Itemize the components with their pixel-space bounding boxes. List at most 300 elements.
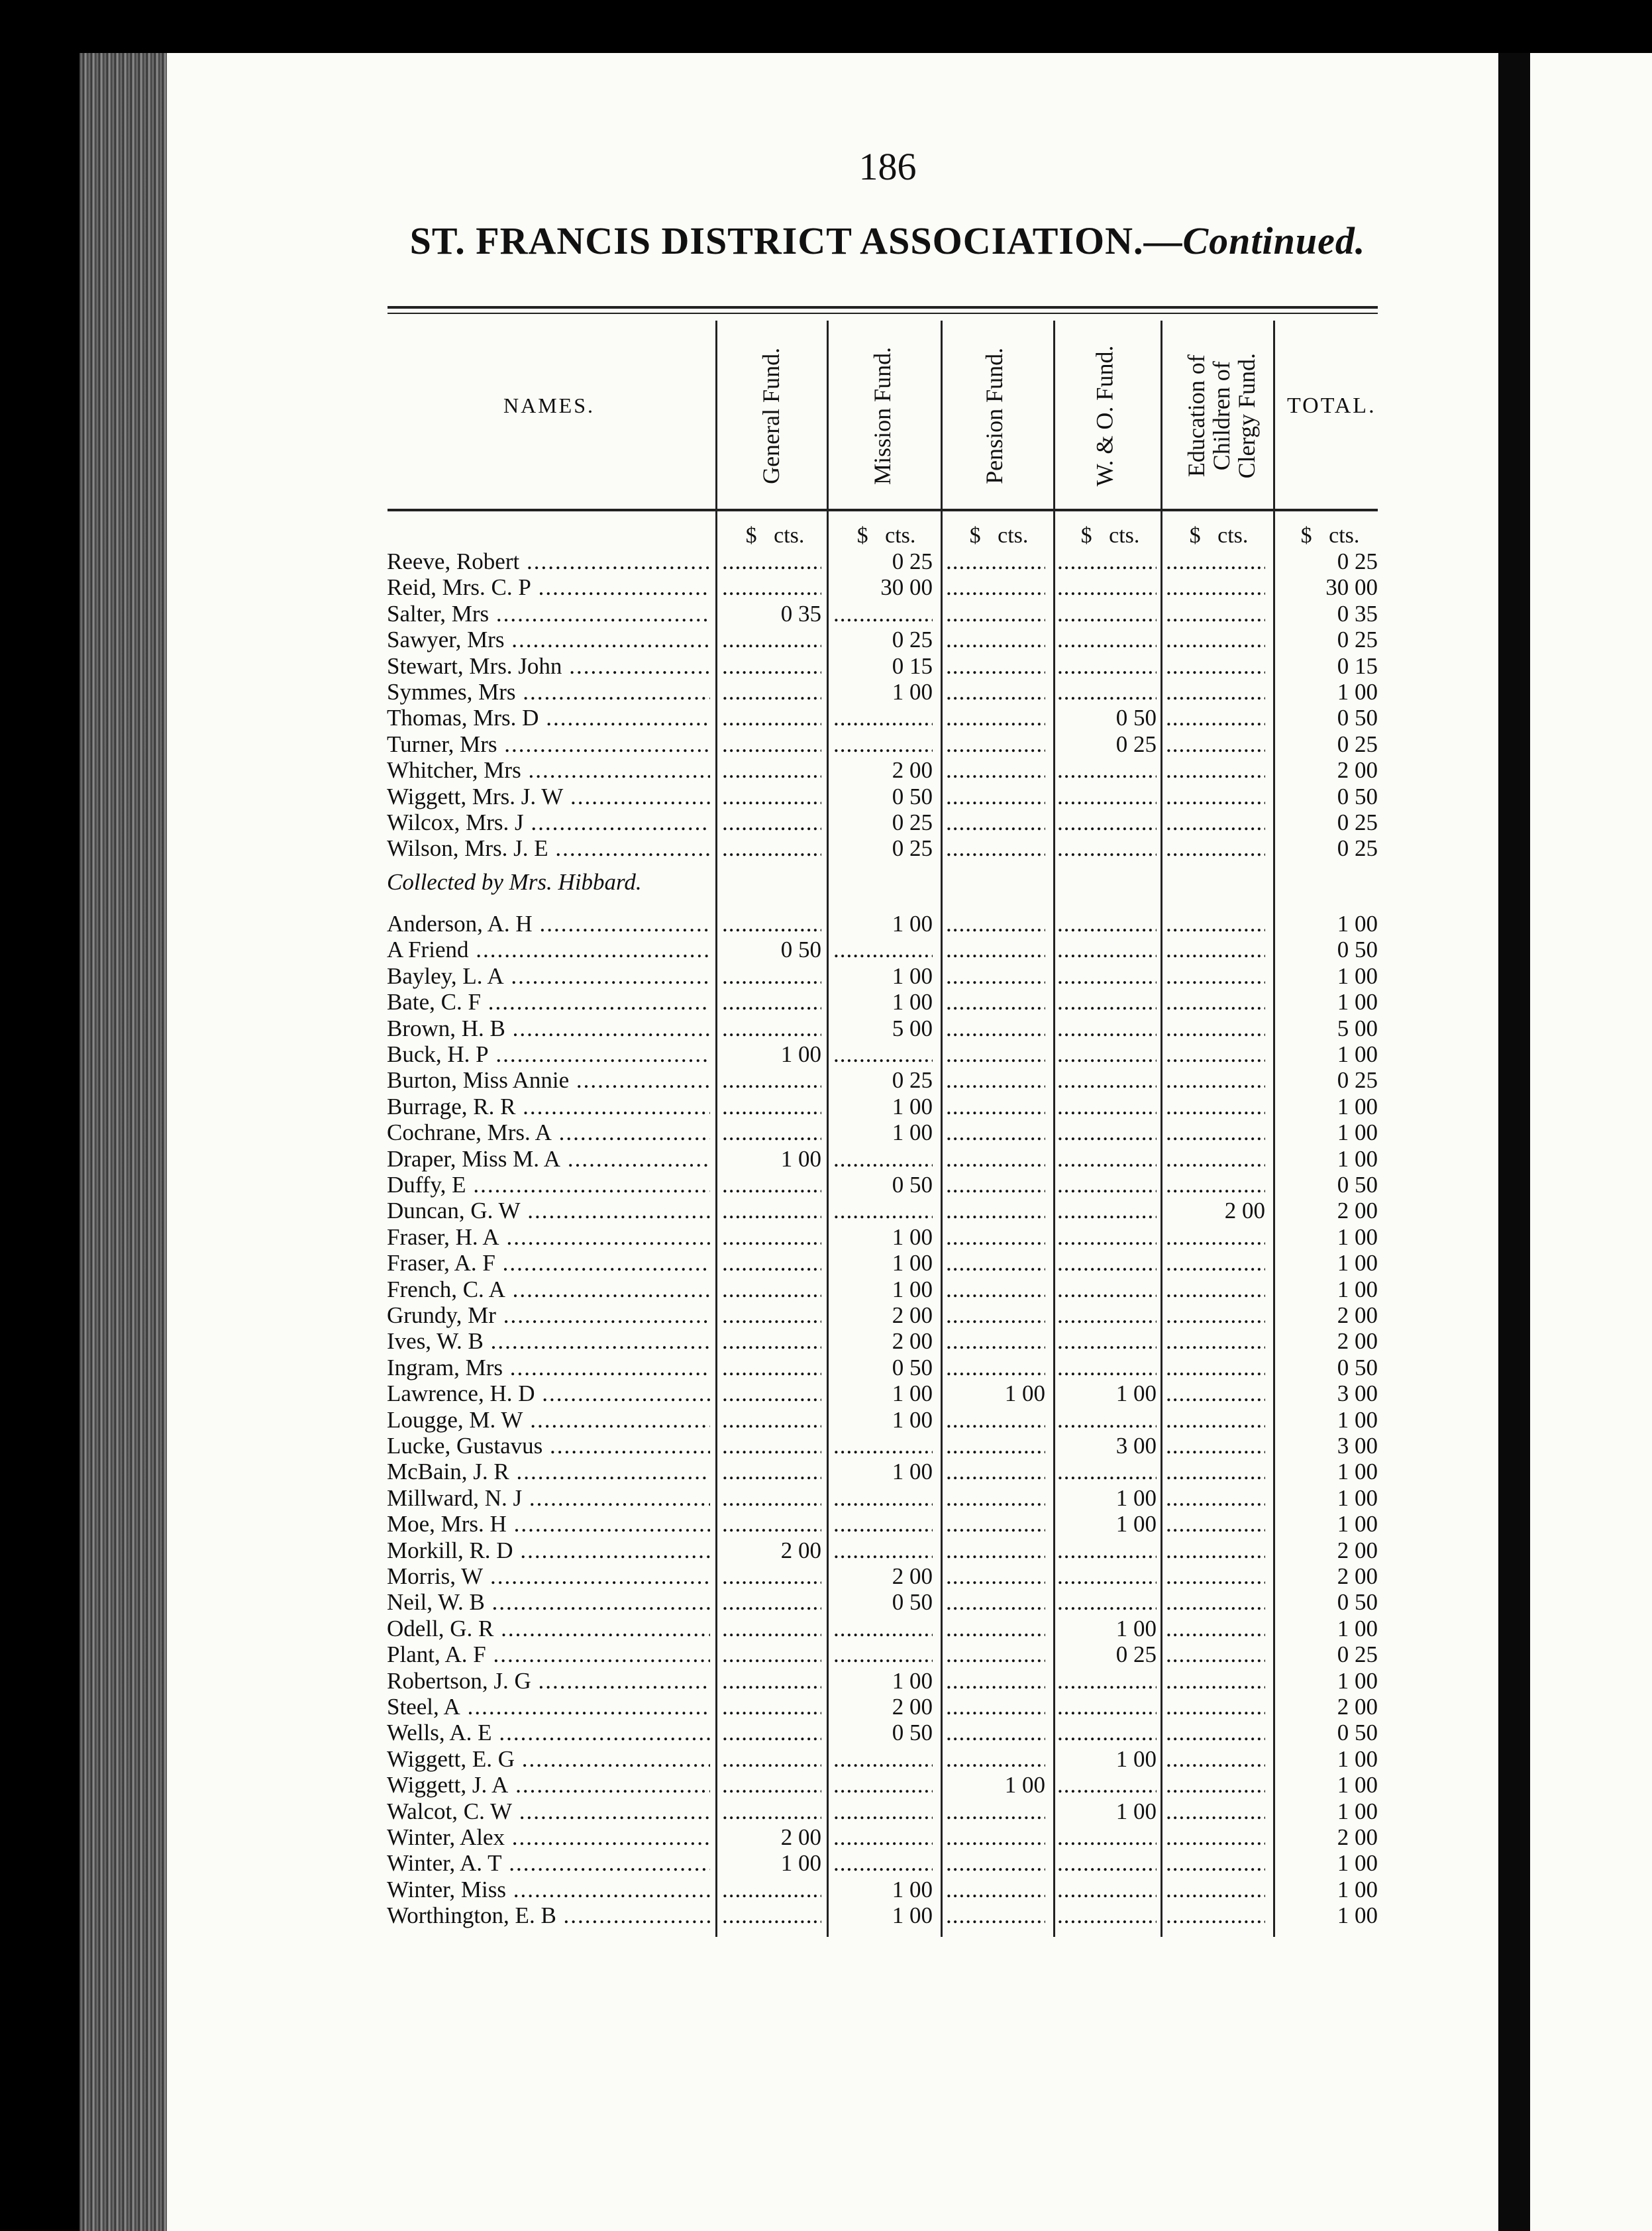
pension-amount (946, 1694, 1045, 1720)
table-row (0, 1668, 1391, 1694)
wo-amount (1057, 1902, 1157, 1929)
wo-amount (1057, 1772, 1157, 1798)
pension-amount (946, 679, 1045, 705)
total-amount: 2 00 (1337, 1694, 1378, 1720)
education-amount (1166, 1276, 1265, 1303)
mission-amount: 5 00 (892, 1015, 933, 1041)
general-amount (722, 1772, 821, 1798)
wo-amount (1057, 1094, 1157, 1120)
total-amount: 1 00 (1337, 1145, 1378, 1172)
pension-amount (946, 911, 1045, 937)
total-amount: 1 00 (1337, 1615, 1378, 1641)
wo-amount: 1 00 (1115, 1745, 1157, 1772)
mission-amount: 0 25 (892, 548, 933, 574)
general-amount (722, 1302, 821, 1329)
table-row (0, 1041, 1391, 1067)
contributor-name: Brown, H. B ..... (387, 1015, 710, 1042)
wo-amount: 0 25 (1115, 731, 1157, 757)
facing-page (1530, 53, 1652, 2231)
general-amount (722, 1459, 821, 1485)
wo-amount (1057, 963, 1157, 990)
unit-label-education: $ cts. (1189, 523, 1249, 548)
table-row (0, 1119, 1391, 1145)
general-amount: 2 00 (780, 1824, 821, 1850)
education-amount (1166, 963, 1265, 990)
table-row (0, 679, 1391, 705)
table-row (0, 1746, 1391, 1772)
wo-amount: 1 00 (1115, 1511, 1157, 1537)
education-amount (1166, 1355, 1265, 1381)
mission-amount: 30 00 (880, 574, 933, 601)
total-amount: 0 25 (1337, 731, 1378, 757)
wo-amount: 0 50 (1115, 705, 1157, 731)
total-amount: 2 00 (1337, 757, 1378, 784)
contributor-name: Anderson, A. H ..... (387, 911, 710, 937)
pension-amount (946, 1433, 1045, 1459)
mission-amount: 2 00 (892, 1563, 933, 1589)
table-row (0, 937, 1391, 962)
table-row (0, 1485, 1391, 1511)
mission-amount: 0 15 (892, 652, 933, 679)
education-amount (1166, 1041, 1265, 1068)
total-amount: 2 00 (1337, 1328, 1378, 1355)
wo-amount (1057, 1589, 1157, 1616)
general-amount (722, 1563, 821, 1590)
table-row (0, 548, 1391, 574)
contributor-name: Morris, W ..... (387, 1563, 710, 1590)
contributor-name: Winter, A. T ..... (387, 1850, 710, 1877)
education-amount (1166, 1250, 1265, 1276)
mission-amount: 1 00 (892, 1380, 933, 1407)
general-amount: 1 00 (780, 1145, 821, 1172)
contributor-name: A Friend ..... (387, 937, 710, 963)
table-row (0, 574, 1391, 600)
title-continued: Continued. (1182, 219, 1366, 262)
general-amount: 1 00 (780, 1041, 821, 1067)
education-amount (1166, 1616, 1265, 1642)
mission-amount: 0 25 (892, 1067, 933, 1094)
total-amount: 1 00 (1337, 962, 1378, 989)
general-amount (722, 1589, 821, 1616)
table-row (0, 627, 1391, 652)
education-amount (1166, 1380, 1265, 1407)
table-row (0, 1198, 1391, 1223)
table-row (0, 1824, 1391, 1850)
education-amount (1166, 1119, 1265, 1146)
pension-amount (946, 574, 1045, 601)
pension-amount (946, 1041, 1045, 1068)
education-amount (1166, 705, 1265, 731)
wo-amount (1057, 1224, 1157, 1251)
total-amount: 0 25 (1337, 1641, 1378, 1668)
pension-amount (946, 1355, 1045, 1381)
total-amount: 2 00 (1337, 1824, 1378, 1850)
table-header (387, 323, 1384, 509)
mission-amount: 1 00 (892, 1902, 933, 1929)
wo-amount (1057, 1146, 1157, 1172)
mission-amount (833, 1798, 933, 1825)
education-amount (1166, 1511, 1265, 1537)
table-row (0, 757, 1391, 783)
contributor-name: Odell, G. R ..... (387, 1616, 710, 1642)
wo-amount (1057, 1850, 1157, 1877)
general-amount (722, 1015, 821, 1042)
education-amount (1166, 1850, 1265, 1877)
general-amount (722, 1694, 821, 1720)
wo-amount (1057, 1015, 1157, 1042)
total-amount: 1 00 (1337, 1850, 1378, 1877)
education-amount (1166, 1694, 1265, 1720)
pension-amount (946, 1067, 1045, 1094)
total-amount: 1 00 (1337, 679, 1378, 705)
general-amount (722, 757, 821, 784)
education-amount (1166, 911, 1265, 937)
contributor-name: Thomas, Mrs. D ..... (387, 705, 710, 731)
contributor-name: Morkill, R. D ..... (387, 1537, 710, 1564)
mission-amount (833, 1511, 933, 1537)
table-row (0, 1224, 1391, 1250)
pension-amount: 1 00 (1004, 1772, 1045, 1798)
education-amount (1166, 835, 1265, 862)
general-amount (722, 1119, 821, 1146)
total-amount: 1 00 (1337, 1667, 1378, 1694)
header-rule-top (387, 306, 1378, 309)
mission-amount: 2 00 (892, 1302, 933, 1328)
table-row (0, 1511, 1391, 1537)
mission-amount (833, 1616, 933, 1642)
pension-amount (946, 809, 1045, 836)
mission-fund-header: Mission Fund. (869, 346, 896, 486)
mission-amount: 0 50 (892, 1354, 933, 1380)
mission-amount: 0 50 (892, 1720, 933, 1746)
mission-amount: 1 00 (892, 1667, 933, 1694)
total-amount: 0 50 (1337, 1354, 1378, 1380)
table-row (0, 911, 1391, 937)
table-row (0, 1172, 1391, 1198)
pension-amount (946, 1328, 1045, 1355)
education-amount (1166, 1328, 1265, 1355)
education-amount (1166, 1902, 1265, 1929)
wo-amount (1057, 937, 1157, 963)
table-row (0, 809, 1391, 835)
total-amount: 0 50 (1337, 1720, 1378, 1746)
contributor-name: Wilson, Mrs. J. E ..... (387, 835, 710, 862)
education-amount (1166, 1877, 1265, 1903)
pension-amount (946, 1563, 1045, 1590)
contributor-name: Ingram, Mrs ..... (387, 1355, 710, 1381)
contributor-name: Sawyer, Mrs ..... (387, 627, 710, 653)
general-amount (722, 1433, 821, 1459)
wo-amount: 1 00 (1115, 1615, 1157, 1641)
title-main: ST. FRANCIS DISTRICT ASSOCIATION.— (409, 219, 1183, 262)
table-row (0, 1459, 1391, 1484)
general-amount: 2 00 (780, 1537, 821, 1563)
contributor-name: Wells, A. E ..... (387, 1720, 710, 1746)
mission-amount: 1 00 (892, 989, 933, 1015)
education-amount (1166, 1589, 1265, 1616)
contributor-name: Winter, Miss ..... (387, 1877, 710, 1903)
education-amount (1166, 1720, 1265, 1746)
wo-amount (1057, 1067, 1157, 1094)
total-amount: 1 00 (1337, 1484, 1378, 1511)
education-amount (1166, 1746, 1265, 1773)
mission-amount: 0 50 (892, 1172, 933, 1198)
general-amount (722, 989, 821, 1015)
mission-amount (833, 1041, 933, 1068)
table-row (0, 1563, 1391, 1589)
general-amount (722, 1877, 821, 1903)
mission-amount (833, 601, 933, 627)
education-amount (1166, 989, 1265, 1015)
wo-amount (1057, 1877, 1157, 1903)
total-amount: 1 00 (1337, 989, 1378, 1015)
wo-amount: 1 00 (1115, 1380, 1157, 1407)
wo-amount (1057, 1720, 1157, 1746)
wo-amount (1057, 1537, 1157, 1564)
header-rule-bottom (387, 509, 1378, 511)
mission-amount: 0 50 (892, 1589, 933, 1616)
total-amount: 1 00 (1337, 1876, 1378, 1902)
total-amount: 0 15 (1337, 652, 1378, 679)
education-amount (1166, 1459, 1265, 1485)
education-amount (1166, 1485, 1265, 1512)
pension-amount (946, 1015, 1045, 1042)
contributor-name: Worthington, E. B ..... (387, 1902, 710, 1929)
contributor-name: Millward, N. J ..... (387, 1485, 710, 1512)
total-amount: 1 00 (1337, 911, 1378, 937)
total-column-header: TOTAL. (1287, 393, 1376, 418)
total-amount: 0 25 (1337, 548, 1378, 574)
mission-amount: 1 00 (892, 962, 933, 989)
general-amount (722, 1798, 821, 1825)
pension-amount (946, 1276, 1045, 1303)
contributor-name: Buck, H. P ..... (387, 1041, 710, 1068)
unit-label-pension: $ cts. (969, 523, 1029, 548)
education-amount (1166, 1146, 1265, 1172)
mission-amount: 1 00 (892, 1250, 933, 1276)
wo-amount (1057, 1041, 1157, 1068)
general-amount (722, 1485, 821, 1512)
general-amount (722, 809, 821, 836)
pension-amount (946, 1459, 1045, 1485)
pension-amount (946, 784, 1045, 810)
mission-amount (833, 1146, 933, 1172)
pension-amount (946, 963, 1045, 990)
general-amount (722, 1641, 821, 1668)
general-amount (722, 548, 821, 575)
wo-amount (1057, 1668, 1157, 1694)
mission-amount (833, 731, 933, 758)
education-amount (1166, 1824, 1265, 1851)
total-amount: 1 00 (1337, 1250, 1378, 1276)
total-amount: 0 25 (1337, 1067, 1378, 1094)
education-amount (1166, 937, 1265, 963)
total-amount: 0 50 (1337, 1172, 1378, 1198)
contributor-name: Lougge, M. W ..... (387, 1407, 710, 1433)
section-label: Collected by Mrs. Hibbard. (387, 869, 642, 895)
contributor-name: Grundy, Mr ..... (387, 1302, 710, 1329)
table-row (0, 1877, 1391, 1902)
mission-amount: 1 00 (892, 911, 933, 937)
education-amount (1166, 601, 1265, 627)
education-amount (1166, 679, 1265, 705)
contributor-name: French, C. A ..... (387, 1276, 710, 1303)
table-row (0, 1850, 1391, 1876)
general-amount (722, 835, 821, 862)
total-amount: 0 25 (1337, 835, 1378, 862)
contributor-name: Symmes, Mrs ..... (387, 679, 710, 705)
contributor-name: Reid, Mrs. C. P ..... (387, 574, 710, 601)
wo-amount (1057, 1355, 1157, 1381)
pension-amount (946, 1902, 1045, 1929)
general-fund-header: General Fund. (758, 348, 785, 484)
total-amount: 1 00 (1337, 1119, 1378, 1146)
table-row (0, 1380, 1391, 1406)
general-amount (722, 731, 821, 758)
contributor-name: Whitcher, Mrs ..... (387, 757, 710, 784)
total-amount: 3 00 (1337, 1433, 1378, 1459)
table-row (0, 1015, 1391, 1041)
contributor-name: Reeve, Robert ..... (387, 548, 710, 575)
unit-label-total: $ cts. (1300, 523, 1360, 548)
general-amount (722, 1250, 821, 1276)
total-amount: 0 50 (1337, 1589, 1378, 1616)
page-title (371, 219, 1404, 263)
general-amount (722, 1511, 821, 1537)
contributor-name: Ives, W. B ..... (387, 1328, 710, 1355)
general-amount (722, 1355, 821, 1381)
mission-amount (833, 1772, 933, 1798)
general-amount (722, 1172, 821, 1198)
general-amount (722, 1668, 821, 1694)
wo-amount: 1 00 (1115, 1484, 1157, 1511)
table-row (0, 1433, 1391, 1459)
contributor-name: Burton, Miss Annie ..... (387, 1067, 710, 1094)
education-amount (1166, 1067, 1265, 1094)
wo-amount: 3 00 (1115, 1433, 1157, 1459)
contributor-name: Neil, W. B ..... (387, 1589, 710, 1616)
general-amount: 0 50 (780, 937, 821, 963)
general-amount (722, 1380, 821, 1407)
mission-amount: 0 50 (892, 783, 933, 809)
contributor-name: Plant, A. F ..... (387, 1641, 710, 1668)
general-amount (722, 574, 821, 601)
table-row (0, 1537, 1391, 1563)
wo-amount (1057, 1328, 1157, 1355)
total-amount: 0 50 (1337, 783, 1378, 809)
table-row (0, 1694, 1391, 1720)
general-amount (722, 705, 821, 731)
wo-amount (1057, 835, 1157, 862)
contributor-name: Bayley, L. A ..... (387, 963, 710, 990)
wo-amount (1057, 1119, 1157, 1146)
wo-amount (1057, 1407, 1157, 1433)
pension-amount (946, 1746, 1045, 1773)
education-amount (1166, 757, 1265, 784)
total-amount: 1 00 (1337, 1772, 1378, 1798)
contributor-name: Burrage, R. R ..... (387, 1094, 710, 1120)
education-amount (1166, 1772, 1265, 1798)
total-amount: 3 00 (1337, 1380, 1378, 1407)
wo-fund-header: W. & O. Fund. (1091, 345, 1118, 487)
contributor-name: Winter, Alex ..... (387, 1824, 710, 1851)
contributor-name: Robertson, J. G ..... (387, 1668, 710, 1694)
mission-amount: 2 00 (892, 1328, 933, 1355)
contributor-name: Salter, Mrs ..... (387, 601, 710, 627)
wo-amount (1057, 1824, 1157, 1851)
mission-amount: 2 00 (892, 1694, 933, 1720)
wo-amount (1057, 679, 1157, 705)
education-amount (1166, 1668, 1265, 1694)
wo-amount (1057, 627, 1157, 653)
total-amount: 2 00 (1337, 1563, 1378, 1589)
general-amount (722, 1746, 821, 1773)
contributor-name: Duncan, G. W ..... (387, 1198, 710, 1224)
education-amount (1166, 1172, 1265, 1198)
total-amount: 30 00 (1325, 574, 1378, 601)
contributor-name: McBain, J. R ..... (387, 1459, 710, 1485)
book-gutter (1498, 53, 1530, 2231)
mission-amount: 1 00 (892, 1406, 933, 1433)
pension-amount (946, 1616, 1045, 1642)
mission-amount: 1 00 (892, 1276, 933, 1302)
table-row (0, 1772, 1391, 1798)
pension-amount (946, 653, 1045, 680)
education-amount (1166, 1798, 1265, 1825)
education-amount (1166, 1224, 1265, 1251)
wo-amount (1057, 989, 1157, 1015)
general-amount (722, 1720, 821, 1746)
general-amount (722, 1224, 821, 1251)
contributor-name: Wiggett, J. A ..... (387, 1772, 710, 1798)
mission-amount (833, 1641, 933, 1668)
contributor-name: Draper, Miss M. A ..... (387, 1146, 710, 1172)
mission-amount (833, 1746, 933, 1773)
contributor-name: Duffy, E ..... (387, 1172, 710, 1198)
pension-amount (946, 1119, 1045, 1146)
education-amount: 2 00 (1224, 1198, 1265, 1224)
pension-amount (946, 1250, 1045, 1276)
wo-amount (1057, 1694, 1157, 1720)
pension-amount (946, 1824, 1045, 1851)
table-row (0, 1328, 1391, 1354)
general-amount (722, 784, 821, 810)
table-row (0, 1067, 1391, 1093)
pension-amount (946, 757, 1045, 784)
header-rule-top-2 (387, 313, 1378, 314)
pension-amount (946, 1146, 1045, 1172)
wo-amount (1057, 574, 1157, 601)
education-amount (1166, 1537, 1265, 1564)
total-amount: 1 00 (1337, 1511, 1378, 1537)
general-amount: 0 35 (780, 600, 821, 627)
contributor-name: Fraser, A. F ..... (387, 1250, 710, 1276)
table-row (0, 1902, 1391, 1928)
table-row (0, 1355, 1391, 1380)
pension-amount (946, 1172, 1045, 1198)
pension-amount (946, 1407, 1045, 1433)
table-row (0, 1798, 1391, 1824)
mission-amount: 1 00 (892, 679, 933, 705)
contributor-name: Turner, Mrs ..... (387, 731, 710, 758)
table-row (0, 963, 1391, 989)
pension-amount (946, 601, 1045, 627)
mission-amount: 1 00 (892, 1459, 933, 1485)
education-amount (1166, 784, 1265, 810)
pension-amount (946, 937, 1045, 963)
general-amount (722, 1276, 821, 1303)
education-amount (1166, 1641, 1265, 1668)
